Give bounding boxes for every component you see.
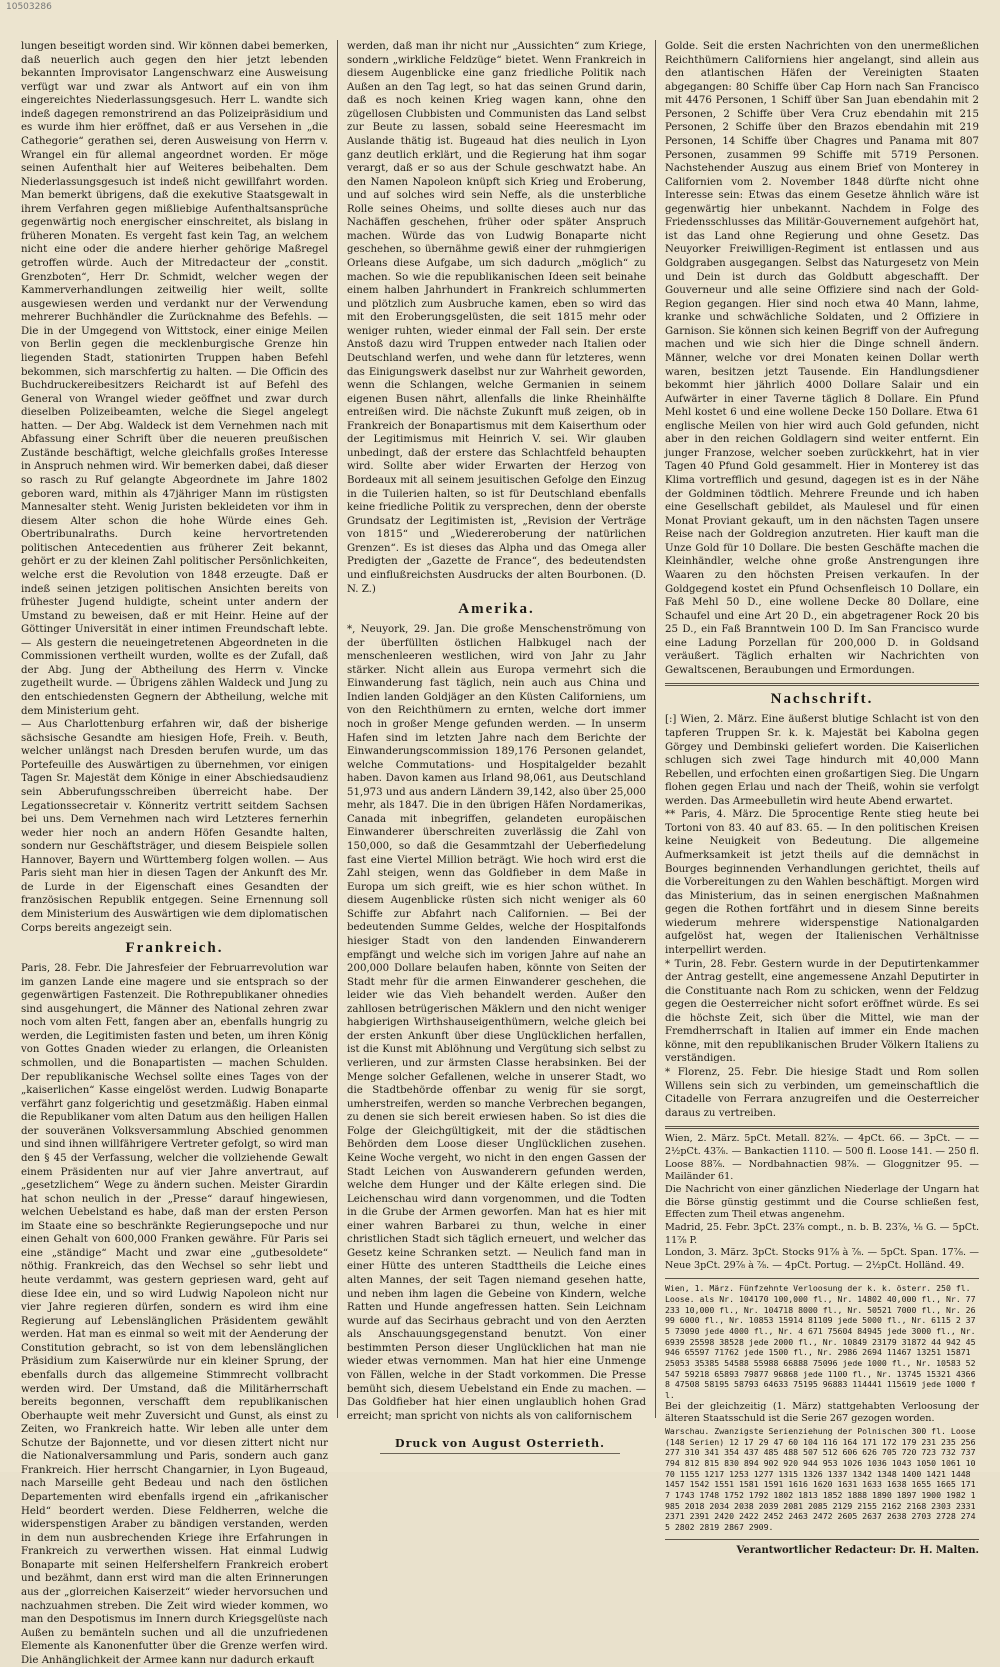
lottery-note: Bei der gleichzeitig (1. März) stattgehabten Verloosung der älteren Staatsschuld ist die Serie 267 gezogen worden. [665,1400,979,1425]
divider [665,1126,979,1129]
imprint: Druck von August Osterrieth. [395,1437,605,1450]
article-paragraph: Paris, 28. Febr. Die Jahresfeier der Februarrevolution war im ganzen Lande eine magere und sie entsprach so der gegenwärtigen Fastenzeit. Die Rothrepublikaner ohnedies sind ausgehungert, die Männer des National zehren zwar noch vom alten Fett, fangen aber an, ebenfalls hungrig zu werden, die Legitimisten fasten und beten, um ihren König von Gottes Gnaden wieder zu erlangen, die Orleanisten schmollen, und die Bonapartisten — machen Schulden. Der republikanische Wechsel sollte eines Tages von der „kaiserlichen“ Kasse eingelöst werden. Ludwig Bonaparte verfährt ganz folgerichtig und gesetzmäßig. Haben einmal die Republikaner vom alten Datum aus den heiligen Hallen der souveränen Volksversammlung Abschied genommen und sind ihnen willfährigere Vertreter gefolgt, so wird man den § 45 der Verfassung, welcher die vollziehende Gewalt einem Präsidenten nur auf vier Jahre anvertraut, auf „gesetzlichem“ Wege zu ändern suchen. Meister Girardin hat schon neulich in der „Presse“ darauf hingewiesen, welchen Uebelstand es habe, daß man der ersten Person im Staate eine so beschränkte Regierungsepoche und nur einen Gehalt von 600,000 Franken gewähre. Für Paris sei eine „ständige“ Macht und zwar eine „gutbesoldete“ nöthig. Frankreich, das den Wechsel so sehr liebt und heute verdammt, was gestern gepriesen ward, geht auf diese Idee ein, und so wird Ludwig Napoleon nicht nur vier Jahre regieren dürfen, sondern es wird ihm eine Regierung auf Lebenslänglichen Präsidentem gewählt werden. Hat man es einmal so weit mit der Aenderung der Constitution gebracht, so ist von dem lebenslänglichen Präsidium zum Kaiserwürde nur ein kleiner Sprung, der ebenfalls durch das allgemeine Stimmrecht vollbracht werden wird. Der Umstand, daß die Militärherrschaft bereits begonnen, verschafft dem republikanischen Oberhaupte weit mehr Zuversicht und Gunst, als einst zu Zeiten, wo Frankreich hatte. Wir leben alle unter dem Schutze der Bajonnette, und vor diesen zittert nicht nur die Nationalversammlung und Paris, sondern auch ganz Frankreich. Hier herrscht Changarnier, in Lyon Bugeaud, nach Marseille geht Bedeau und nach den östlichen Departementen wird ebenfalls irgend ein „afrikanischer Held“ beordert werden. Diese Feldherren, welche die widerspenstigen Araber zu bändigen verstanden, werden in dem nun ausbrechenden Kriege ihre Erfahrungen in Frankreich zu verwerthen wissen. Hat einmal Ludwig Bonaparte mit seinen Helfershelfern Frankreich erobert und bezähmt, dann erst wird man die alten Erinnerungen aus der „glorreichen Kaiserzeit“ wieder hervorsuchen und nachzuahmen streben. Die Zeit wird wieder kommen, wo man den Despotismus im Innern durch Kriegsgelüste nach Außen zu bemänteln suchen und all die unzufriedenen Elemente als Kanonenfutter über die Grenze werfen wird. Die Anhänglichkeit der Armee kann nur dadurch erkauft [21,963,328,1666]
divider [665,1539,979,1540]
column-middle [337,40,655,1422]
article-paragraph: — Aus Charlottenburg erfahren wir, daß der bisherige sächsische Gesandte am hiesigen Hofe, Freih. v. Beuth, welcher unlängst nach Dresden berufen wurde, um das Portefeuille des Auswärtigen zu übernehmen, vor einigen Tagen Sr. Majestät dem Könige in einer Abschiedsaudienz sein Abberufungsschreiben überreicht habe. Der Legationssecretair v. Könneritz vertritt seitdem Sachsen bei uns. Dem Vernehmen nach wird Letzteres fernerhin weder hier noch an andern Höfen Gesandte halten, sondern nur Geschäftsträger, und diesem Beispiele sollen Hannover, Bayern und Württemberg folgen wollen. — Aus Paris sieht man hier in diesen Tagen der Ankunft des Mr. de Lurde in der Eigenschaft eines Gesandten der französischen Republik entgegen. Seine Ernennung soll dem Ministerium des Auswärtigen wie dem diplomatischen Corps bereits angezeigt sein. [21,719,328,934]
market-report [665,1133,979,1272]
market-note: Die Nachricht von einer gänzlichen Niederlage der Ungarn hat die Börse günstig gestimmt und die Course schließen fest, Effecten zum Theil etwas angenehm. [665,1183,979,1221]
article-paragraph: * Florenz, 25. Febr. Die hiesige Stadt und Rom sollen Willens sein sich zu verbinden, um gemeinschaftlich die Citadelle von Ferrara anzugreifen und die Oesterreicher daraus zu vertreiben. [665,1067,979,1119]
market-line: London, 3. März. 3pCt. Stocks 91⅞ à ⅞. — 5pCt. Span. 17⅞. — Neue 3pCt. 29⅞ à ⅞. — 4pCt. Portug. — 2½pCt. Holländ. 49. [665,1247,979,1271]
article-paragraph: werden, daß man ihr nicht nur „Aussichten“ zum Kriege, sondern „wirkliche Feldzüge“ bietet. Wenn Frankreich in diesem Augenblicke eine ganz friedliche Politik nach Außen an den Tag legt, so hat das seinen Grund darin, daß es noch keinen Krieg wagen kann, ohne den zügellosen Clubbisten und Communisten das Land selbst zur Beute zu lassen, sobald seine Heeresmacht im Auslande thätig ist. Bugeaud hat dies neulich in Lyon ganz deutlich erklärt, und die Regierung hat ihm sogar verargt, daß er so aus der Schule geschwatzt habe. An den Namen Napoleon knüpft sich Krieg und Eroberung, und auf solches wird sein Neffe, als die unsterbliche Rolle seines Oheims, und sollte dieses auch nur das Nachäffen geschehen, früher oder später Anspruch machen. Würde das von Ludwig Bonaparte nicht geschehen, so übernähme gewiß einer der ruhmgierigen Orleans diese Aufgabe, um sich dadurch „möglich“ zu machen. So wie die republikanischen Ideen seit beinahe einem halben Jahrhundert in Frankreich schlummerten und plötzlich zum Ausbruche kamen, eben so wird das mit den Eroberungsgelüsten, die seit 1815 mehr oder weniger ruhten, wieder einmal der Fall sein. Der erste Anstoß dazu wird Truppen entweder nach Italien oder Deutschland werfen, und wehe dann für letzteres, wenn das Einigungswerk daselbst nur zur Wahrheit geworden, wenn die Schlangen, welche Germanien in seinem eigenen Busen nährt, allenfalls die linke Rheinhälfte entreißen wird. Die nächste Zukunft muß zeigen, ob in Frankreich der Bonapartismus mit dem Kaiserthum oder der Legitimismus mit Heinrich V. sei. Wir glauben unbedingt, daß der erstere das Schlachtfeld behaupten wird. Sollte aber wider Erwarten der Herzog von Bordeaux mit all seinem jesuitischen Gefolge den Einzug in die Tuilerien halten, so ist für Deutschland ebenfalls keine friedliche Politik zu versprechen, denn der oberste Grundsatz der Legitimisten ist, „Revision der Verträge von 1815“ und „Wiedereroberung der natürlichen Grenzen“. Es ist dieses das Alpha und das Omega aller Predigten der „Gazette de France“, des bedeutendsten und einflußreichsten Ausdrucks der alten Bourbonen. (D. N. Z.) [347,41,646,595]
section-title-nachschrift: Nachschrift. [770,691,874,708]
article-paragraph: * Turin, 28. Febr. Gestern wurde in der Deputirtenkammer der Antrag gestellt, eine angemessene Anzahl Deputirter in die Constituante nach Rom zu schicken, wenn der Feldzug gegen die Oesterreicher nicht sofort eröffnet würde. Es sei die höchste Zeit, sich über die Mittel, wie man der Fremdherrschaft in Italien auf immer ein Ende machen könne, mit den republikanischen Bruder Völkern Italiens zu verständigen. [665,958,979,1065]
column-right [655,40,988,1556]
market-line: Wien, 2. März. 5pCt. Metall. 82⅞. — 4pCt. 66. — 3pCt. — — 2½pCt. 43⅞. — Bankactien 1110. — 500 fl. Loose 141. — 250 fl. Loose 88⅞. — Nordbahnactien 98⅞. — Gloggnitzer 95. — Mailänder 61. [665,1133,979,1183]
editor-line: Verantwortlicher Redacteur: Dr. H. Malten. [736,1544,979,1556]
article-paragraph: *, Neuyork, 29. Jan. Die große Menschenströmung von der überfüllten östlichen Halbkugel nach der menschenleeren westlichen, wird von Jahr zu Jahr stärker. Nicht allein aus Europa vermehrt sich die Einwanderung fast täglich, nein auch aus China und Indien landen Goldjäger an den Küsten Californiens, um von den Reichthümern zu ernten, welche dort immer noch in großer Menge gefunden werden. — In unserm Hafen sind im letzten Jahre nach dem Berichte der Einwanderungscommission 189,176 Personen gelandet, welche Commutations- und Hospitalgelder bezahlt haben. Davon kamen aus Irland 98,061, aus Deutschland 51,973 und aus andern Ländern 39,142, also über 25,000 mehr, als 1847. Die in den übrigen Häfen Nordamerikas, Canada mit inbegriffen, gelandeten europäischen Einwanderer überschreiten zuverlässig die Zahl von 150,000, so daß die Gesammtzahl der Ueberfiedelung fast eine Viertel Million beträgt. Wie hoch wird erst die Zahl steigen, wenn das Goldfieber in dem Maße in Europa um sich greift, wie es hier schon wüthet. In diesem Augenblicke rüsten sich nicht weniger als 60 Schiffe zur Abfahrt nach Californien. — Bei der bedeutenden Summe Geldes, welche der Hospitalfonds hiesiger Stadt von den landenden Einwanderern empfängt und welche sich im vorigen Jahre auf nahe an 200,000 Dollare belaufen haben, könnte von Seiten der Stadt mehr für die armen Einwanderer geschehen, die leider wie das Vieh behandelt werden. Außer den zahllosen betrügerischen Mäklern und den nicht weniger habgierigen Wirthshauseigenthümern, welche gleich bei der ersten Ankunft über diese Unglücklichen herfallen, ist die Kunst mit Ablöhnung und Vergütung sich selbst zu verlieren, und zur ärmsten Classe herabsinken. Bei der Menge solcher Gefallenen, welche in unserer Stadt, wo die Stadtbehörde offenbar zu wenig für sie sorgt, umherstreifen, werden so manche Verbrechen begangen, zu denen sie sich bereit erwiesen haben. So ist dies die Folge der Gleichgültigkeit, mit der die städtischen Behörden dem Loose dieser Unglücklichen zusehen. Keine Woche vergeht, wo nicht in den engen Gassen der Stadt Leichen von Auswanderern gefunden werden, welche dem Hunger und der Kälte erlegen sind. Die Leichenschau wird dann vorgenommen, und die Todten in die Grube der Armen geworfen. Man hat es hier mit einer wahren Barbarei zu thun, welche in einer christlichen Stadt sich täglich erneuert, und welcher das Gesetz keine Schranken setzt. — Neulich fand man in einer Hütte des unteren Stadttheils die Leiche eines alten Mannes, der seit Tagen niemand gesehen hatte, und neben ihm lagen die Gebeine von Kindern, welche Ratten und Hunde angefressen hatten. Sein Leichnam wurde auf das Secirhaus gebracht und von den Aerzten als Anschauungsgegenstand benutzt. Von einer bestimmten Person dieser Unglücklichen hat man nie wieder etwas vernommen. Man hat hier eine Unmenge von Fällen, welche in der Stadt vorkommen. Die Presse bemüht sich, diesem Uebelstand ein Ende zu machen. — Das Goldfieber hat hier einen unglaublich hohen Grad erreicht; man spricht von nichts als von californischem [347,624,646,1422]
market-line: Madrid, 25. Febr. 3pCt. 23⅞ compt., n. b. B. 23⅞, ⅛ G. — 5pCt. 11⅞ P. [665,1221,979,1246]
article-paragraph: ** Paris, 4. März. Die 5procentige Rente stieg heute bei Tortoni von 83. 40 auf 83. 65. — In den politischen Kreisen keine Neuigkeit von Bedeutung. Die allgemeine Aufmerksamkeit ist jetzt theils auf die demnächst in Bourges beginnenden Verhandlungen gerichtet, theils auf die Vorbereitungen zu den Wahlen beschäftigt. Morgen wird das Ministerium, das in seinen energischen Maßnahmen gegen die Rothen fortfährt und in diesem Sinne bereits wiederum mehrere widerspenstige Nationalgarden aufgelöst hat, wegen der Italienischen Verhältnisse interpellirt werden. [665,809,979,956]
article-paragraph: lungen beseitigt worden sind. Wir können dabei bemerken, daß neuerlich auch gegen den hier jetzt lebenden bekannten Improvisator Langenschwarz eine Ausweisung verfügt war und zwar als Antwort auf ein von ihm eingereichtes Niederlassungsgesuch. Herr L. wandte sich indeß dagegen remonstrirend an das Polizeipräsidium und es wurde ihm hier eröffnet, daß er aus Versehen in „die Cathegorie“ gerathen sei, deren Ausweisung von Herrn v. Wrangel ein für allemal angeordnet worden. Er möge seinen Aufenthalt hier auf Weiteres beibehalten. Dem Niederlassungsgesuch ist indeß nicht gewillfahrt worden. Man bemerkt übrigens, daß die exekutive Staatsgewalt in ihrem Verfahren gegen mißliebige Aufenthaltsansprüche gegenwärtig noch energischer einschreitet, als bislang in früheren Monaten. Es vergeht fast kein Tag, an welchem nicht eine oder die andere hierher gehörige Maßregel getroffen würde. Auch der Mitredacteur der „constit. Grenzboten“, Herr Dr. Schmidt, welcher wegen der Kammerverhandlungen zeitweilig hier weilt, sollte ausgewiesen werden und verdankt nur der Verwendung mehrerer Buchhändler die Zurücknahme des Befehls. — Die in der Umgegend von Wittstock, einer einige Meilen von Berlin gegen die mecklenburgische Grenze hin liegenden Stadt, stationirten Truppen haben Befehl bekommen, sich marschfertig zu halten. — Die Officin des Buchdruckereibesitzers Reichardt ist auf Befehl des General von Wrangel wieder geöffnet und zwar durch dieselben Polizeibeamten, welche die Siegel angelegt hatten. — Der Abg. Waldeck ist dem Vernehmen nach mit Abfassung einer Schrift über die neueren preußischen Zustände beschäftigt, welche gleichfalls großes Interesse in Anspruch nehmen wird. Wir bemerken dabei, daß dieser so rasch zu Ruf gelangte Abgeordnete im Jahre 1802 geboren ward, mithin als 47jähriger Mann im rüstigsten Mannesalter steht. Wenig Juristen bekleideten vor ihm in diesem Alter schon die hohe Würde eines Geh. Obertribunalraths. Durch keine hervortretenden politischen Antecedentien aus früherer Zeit bekannt, gehört er zu der kleinen Zahl politischer Persönlichkeiten, welche erst die Revolution von 1848 erzeugte. Daß er indeß seinen jetzigen politischen Ansichten bereits von frühester Jugend huldigte, scheint unter andern der Umstand zu beweisen, daß er mit Heinr. Heine auf der Göttinger Universität in einer intimen Freundschaft lebte. — Als gestern die neueingetretenen Abgeordneten in die Commissionen vertheilt wurden, wollte es der Zufall, daß der Abg. Jung der Abtheilung des Herrn v. Vincke zugetheilt wurde. — Übrigens zählen Waldeck und Jung zu den entschiedensten Gegnern der Abtheilung, welche mit dem Ministerium geht. [21,41,328,717]
lottery-list: Warschau. Zwanzigste Serienziehung der Polnischen 300 fl. Loose (148 Serien) 12 17 29 47 60 104 116 164 171 172 179 231 235 256 277 310 341 354 437 485 488 507 512 606 626 705 720 723 732 737 794 812 815 830 894 902 920 944 953 1026 1036 1043 1050 1061 1070 1155 1217 1253 1277 1315 1326 1337 1342 1348 1400 1421 1448 1457 1542 1551 1581 1591 1616 1620 1631 1633 1638 1655 1665 1717 1743 1748 1752 1792 1802 1813 1852 1888 1890 1897 1900 1982 1985 2018 2034 2038 2039 2081 2085 2129 2155 2162 2168 2303 2331 2371 2391 2420 2422 2452 2463 2472 2605 2637 2638 2703 2728 2745 2802 2819 2867 2909. [665,1426,976,1532]
article-paragraph: Golde. Seit die ersten Nachrichten von den unermeßlichen Reichthümern Californiens hier angelangt, sind allein aus den atlantischen Häfen der Vereinigten Staaten abgegangen: 80 Schiffe über Cap Horn nach San Francisco mit 4476 Personen, 1 Schiff über San Juan ebendahin mit 2 Personen, 2 Schiffe über Vera Cruz ebendahin mit 215 Personen, 2 Schiffe über den Brazos ebendahin mit 219 Personen, 14 Schiffe über Chagres und Panama mit 807 Personen, zusammen 99 Schiffe mit 5719 Personen. Nachstehender Auszug aus einem Brief von Monterey in Californien vom 2. November 1848 dürfte nicht ohne Interesse sein: Etwas das einem Gesetze ähnlich wäre ist gegenwärtig hier unbekannt. Nachdem in Folge des Friedensschlusses das Militär-Gouvernement aufgehört hat, ist das Land ohne Regierung und ohne Gesetz. Das Neuyorker Freiwilligen-Regiment ist entlassen und aus Goldgraben ausgegangen. Selbst das Naturgesetz von Mein und Dein ist durch das Goldbutt abgeschafft. Der Gouverneur und alle seine Offiziere sind nach der Gold-Region gegangen. Hier sind noch etwa 40 Mann, lahme, kranke und schwächliche Soldaten, und 2 Offiziere in Garnison. Sie können sich keinen Begriff von der Aufregung machen und wie sich hier die Dinge schnell ändern. Männer, welche vor drei Monaten keinen Dollar werth waren, besitzen jetzt Tausende. Ein Handlungsdiener bekommt hier jährlich 4000 Dollare Salair und ein Aufwärter in einer Taverne täglich 8 Dollare. Ein Pfund Mehl kostet 6 und eine wollene Decke 150 Dollare. Etwa 61 englische Meilen von hier wird auch Gold gefunden, nicht aber in den reichen Goldlagern sind weiter entfernt. Ein junger Franzose, welcher soeben zurückkehrt, hat in vier Tagen 40 Pfund Gold gesammelt. Hier in Monterey ist das Klima vortrefflich und gesund, dagegen ist es in der Nähe der Goldminen tödtlich. Mehrere Freunde und ich haben eine Gesellschaft gebildet, als Maulesel und für einen Monat Proviant gekauft, um in den nächsten Tagen unsere Reise nach der Goldregion anzutreten. Hier kauft man die Unze Gold für 10 Dollare. Die besten Geschäfte machen die Kleinhändler, welche ohne große Anstrengungen ihre Waaren zu den höchsten Preisen verkaufen. In der Goldgegend kostet ein Pfund Ochsenfleisch 10 Dollare, ein Faß Mehl 50 D., eine wollene Decke 80 Dollare, eine Schaufel und eine Art 20 D., ein abgetragener Rock 20 bis 25 D., ein Faß Branntwein 100 D. Im San Francisco wurde eine Ladung Porzellan für 200,000 D. in Goldsand veräußert. Täglich erhalten wir Nachrichten von Gewaltscenen, Beraubungen und Ermordungen. [665,41,979,676]
section-title-frankreich: Frankreich. [125,940,224,957]
divider [665,1278,979,1279]
section-title-amerika: Amerika. [458,601,535,618]
page-id: 10503286 [6,2,52,12]
lottery-list: Wien, 1. März. Fünfzehnte Verloosung der k. k. österr. 250 fl. Loose. als Nr. 104170 100,000 fl., Nr. 14802 40,000 fl., Nr. 77233 10,000 fl., Nr. 104718 8000 fl., Nr. 50521 7000 fl., Nr. 2699 6000 fl., Nr. 10853 15914 81109 jede 5000 fl., Nr. 6115 2 375 73090 jede 4000 fl., Nr. 4 671 75604 84945 jede 3000 fl., Nr. 6939 25598 38528 jede 2000 fl., Nr. 10849 23179 31872 44 942 45946 65597 71762 jede 1500 fl., Nr. 2986 2694 11467 13251 15871 25053 35385 54588 55988 66888 75096 jede 1000 fl., Nr. 10583 52547 59218 65893 79877 96868 jede 1100 fl., Nr. 13745 15321 43668 47508 58195 58793 64633 75195 96883 114441 115619 jede 1000 fl. [665,1283,976,1401]
column-left [12,40,337,1666]
article-paragraph: [:] Wien, 2. März. Eine äußerst blutige Schlacht ist von den tapferen Truppen Sr. k. k. Majestät bei Kabolna gegen Görgey und Dembinski geliefert worden. Die Kaiserlichen schlugen sich zwei Tage hindurch mit 40,000 Mann Rebellen, und erfochten einen großartigen Sieg. Die Ungarn flohen gegen Erlau und nach der Theiß, wohin sie verfolgt werden. Das Armeebulletin wird heute Abend erwartet. [665,714,979,807]
imprint-rule [380,1453,620,1454]
divider [665,683,979,686]
